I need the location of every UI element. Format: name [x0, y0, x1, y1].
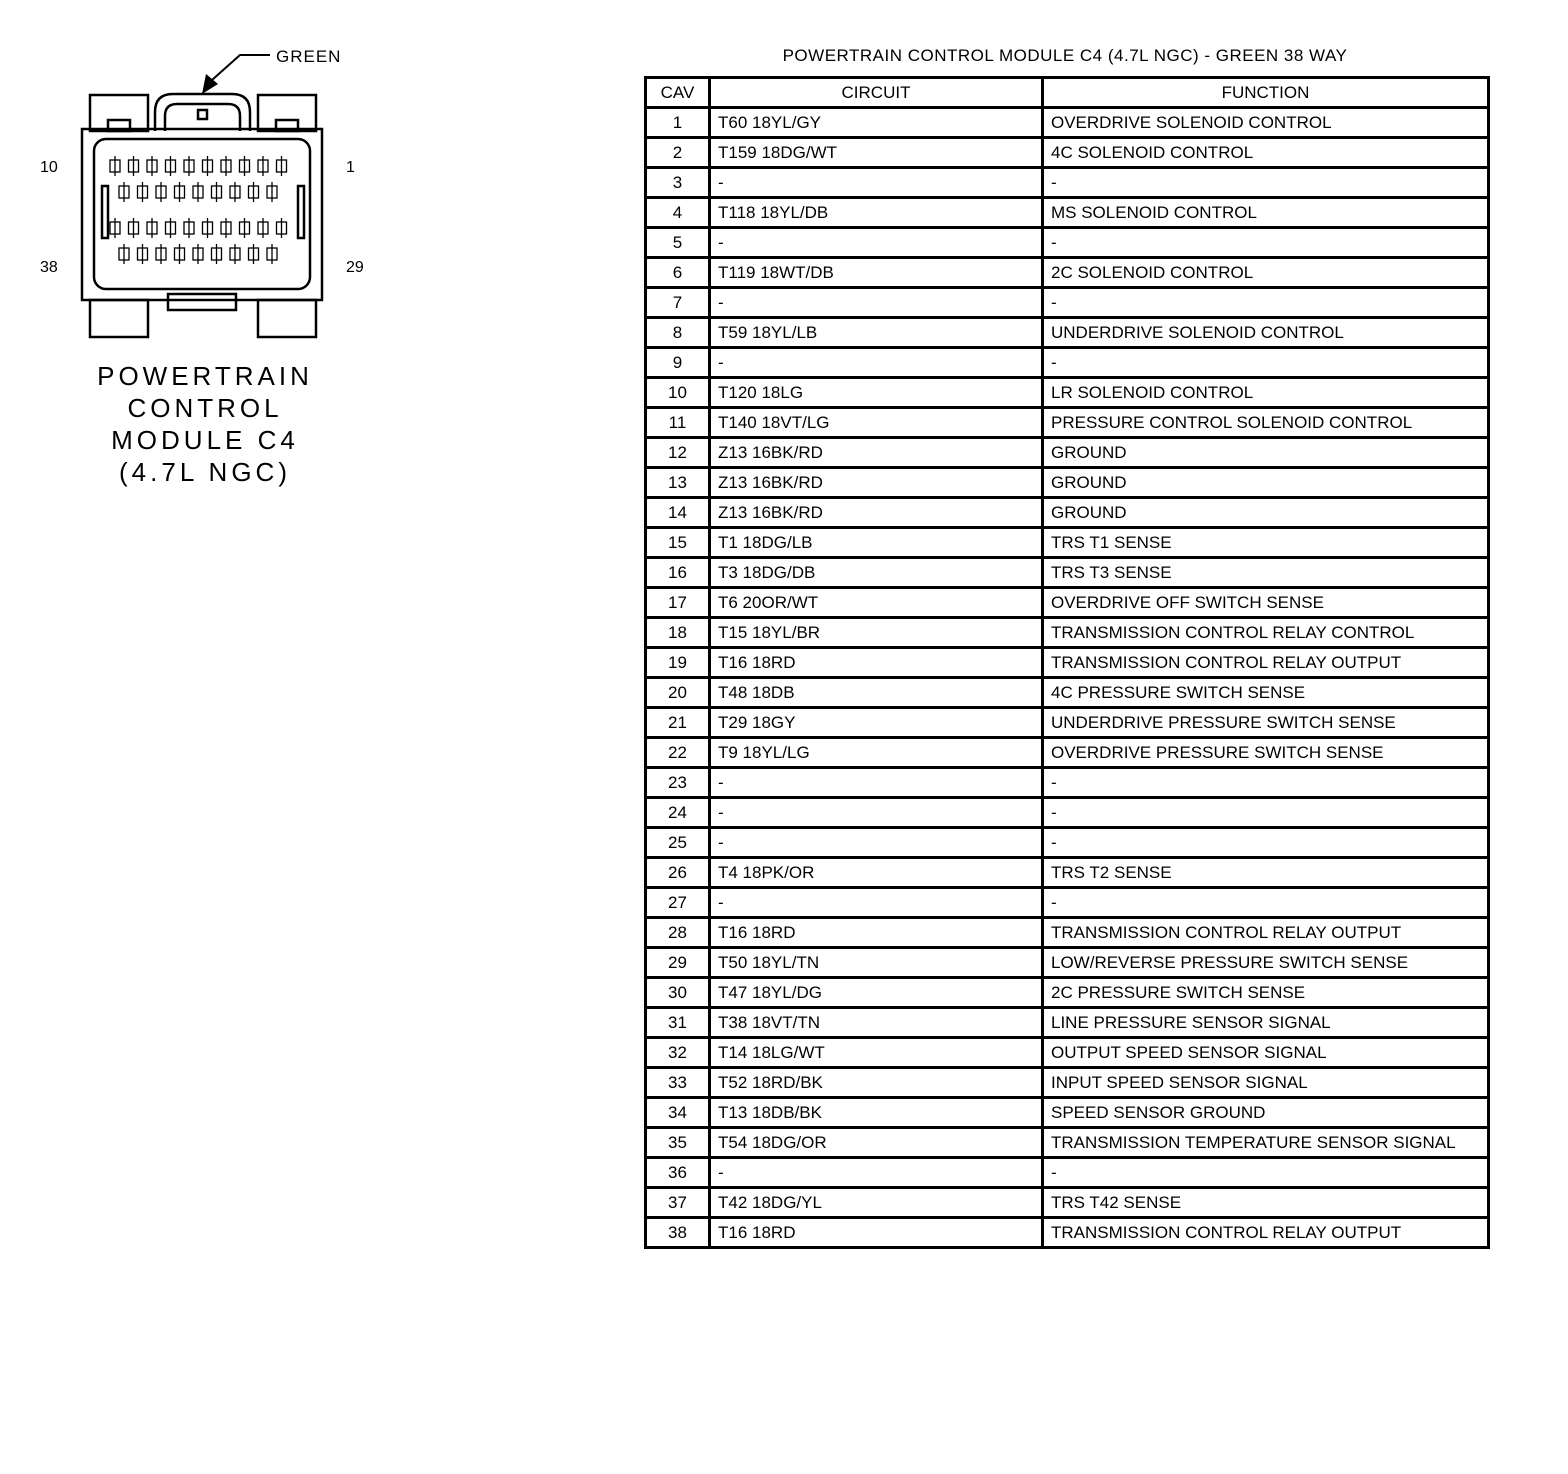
- connector-name-line: CONTROL: [127, 393, 283, 423]
- cav-cell: 2: [646, 138, 710, 168]
- table-row: [646, 348, 1489, 378]
- table-row: [646, 738, 1489, 768]
- cav-cell: 15: [646, 528, 710, 558]
- cav-cell: 5: [646, 228, 710, 258]
- table-row: [646, 438, 1489, 468]
- circuit-cell: T48 18DB: [710, 678, 1043, 708]
- table-row: [646, 828, 1489, 858]
- cav-cell: 31: [646, 1008, 710, 1038]
- table-row: [646, 228, 1489, 258]
- connector-color-label: GREEN: [276, 47, 342, 66]
- cav-cell: 35: [646, 1128, 710, 1158]
- table-row: [646, 588, 1489, 618]
- cav-cell: 16: [646, 558, 710, 588]
- circuit-cell: -: [710, 798, 1043, 828]
- table-row: [646, 768, 1489, 798]
- circuit-cell: -: [710, 828, 1043, 858]
- cav-cell: 38: [646, 1218, 710, 1248]
- table-row: [646, 498, 1489, 528]
- cav-cell: 11: [646, 408, 710, 438]
- table-row: [646, 1038, 1489, 1068]
- table-row: [646, 1068, 1489, 1098]
- circuit-cell: -: [710, 168, 1043, 198]
- circuit-cell: T60 18YL/GY: [710, 108, 1043, 138]
- connector-diagram: [0, 0, 420, 350]
- table-row: [646, 948, 1489, 978]
- table-row: [646, 1128, 1489, 1158]
- function-cell: INPUT SPEED SENSOR SIGNAL: [1043, 1068, 1489, 1098]
- function-cell: TRANSMISSION TEMPERATURE SENSOR SIGNAL: [1043, 1128, 1489, 1158]
- header-cav: CAV: [646, 78, 710, 108]
- function-cell: 4C SOLENOID CONTROL: [1043, 138, 1489, 168]
- function-cell: TRS T1 SENSE: [1043, 528, 1489, 558]
- circuit-cell: T42 18DG/YL: [710, 1188, 1043, 1218]
- function-cell: 4C PRESSURE SWITCH SENSE: [1043, 678, 1489, 708]
- cav-cell: 10: [646, 378, 710, 408]
- table-row: [646, 468, 1489, 498]
- table-row: [646, 168, 1489, 198]
- circuit-cell: T1 18DG/LB: [710, 528, 1043, 558]
- table-row: [646, 408, 1489, 438]
- circuit-cell: T119 18WT/DB: [710, 258, 1043, 288]
- function-cell: SPEED SENSOR GROUND: [1043, 1098, 1489, 1128]
- pinout-table: [644, 76, 1490, 1249]
- circuit-cell: T9 18YL/LG: [710, 738, 1043, 768]
- cav-cell: 25: [646, 828, 710, 858]
- cav-cell: 6: [646, 258, 710, 288]
- cav-cell: 9: [646, 348, 710, 378]
- cav-cell: 37: [646, 1188, 710, 1218]
- cav-cell: 29: [646, 948, 710, 978]
- function-cell: -: [1043, 888, 1489, 918]
- cav-cell: 36: [646, 1158, 710, 1188]
- table-row: [646, 1098, 1489, 1128]
- pin-label-top-left: 10: [40, 159, 58, 176]
- circuit-cell: -: [710, 288, 1043, 318]
- table-row: [646, 198, 1489, 228]
- function-cell: UNDERDRIVE SOLENOID CONTROL: [1043, 318, 1489, 348]
- function-cell: TRANSMISSION CONTROL RELAY CONTROL: [1043, 618, 1489, 648]
- table-row: [646, 1218, 1489, 1248]
- circuit-cell: T13 18DB/BK: [710, 1098, 1043, 1128]
- table-header-row: [646, 78, 1489, 108]
- table-row: [646, 918, 1489, 948]
- function-cell: -: [1043, 828, 1489, 858]
- cav-cell: 27: [646, 888, 710, 918]
- table-row: [646, 558, 1489, 588]
- table-row: [646, 798, 1489, 828]
- cav-cell: 14: [646, 498, 710, 528]
- circuit-cell: T50 18YL/TN: [710, 948, 1043, 978]
- circuit-cell: T6 20OR/WT: [710, 588, 1043, 618]
- function-cell: OVERDRIVE SOLENOID CONTROL: [1043, 108, 1489, 138]
- connector-name-line: POWERTRAIN: [97, 361, 313, 391]
- circuit-cell: T16 18RD: [710, 648, 1043, 678]
- table-row: [646, 258, 1489, 288]
- table-row: [646, 378, 1489, 408]
- table-row: [646, 858, 1489, 888]
- table-row: [646, 528, 1489, 558]
- cav-cell: 12: [646, 438, 710, 468]
- function-cell: MS SOLENOID CONTROL: [1043, 198, 1489, 228]
- circuit-cell: T140 18VT/LG: [710, 408, 1043, 438]
- function-cell: TRS T42 SENSE: [1043, 1188, 1489, 1218]
- cav-cell: 1: [646, 108, 710, 138]
- cav-cell: 13: [646, 468, 710, 498]
- table-title: POWERTRAIN CONTROL MODULE C4 (4.7L NGC) - GREEN 38 WAY: [782, 46, 1348, 65]
- circuit-cell: T29 18GY: [710, 708, 1043, 738]
- circuit-cell: Z13 16BK/RD: [710, 498, 1043, 528]
- cav-cell: 19: [646, 648, 710, 678]
- cav-cell: 34: [646, 1098, 710, 1128]
- cav-cell: 32: [646, 1038, 710, 1068]
- function-cell: GROUND: [1043, 438, 1489, 468]
- table-row: [646, 708, 1489, 738]
- cav-cell: 33: [646, 1068, 710, 1098]
- cav-cell: 21: [646, 708, 710, 738]
- function-cell: -: [1043, 168, 1489, 198]
- cav-cell: 4: [646, 198, 710, 228]
- function-cell: PRESSURE CONTROL SOLENOID CONTROL: [1043, 408, 1489, 438]
- function-cell: GROUND: [1043, 498, 1489, 528]
- table-row: [646, 678, 1489, 708]
- header-function: FUNCTION: [1043, 78, 1489, 108]
- table-row: [646, 888, 1489, 918]
- cav-cell: 22: [646, 738, 710, 768]
- table-row: [646, 978, 1489, 1008]
- connector-name-line: MODULE C4: [111, 425, 299, 455]
- table-row: [646, 1158, 1489, 1188]
- function-cell: UNDERDRIVE PRESSURE SWITCH SENSE: [1043, 708, 1489, 738]
- circuit-cell: T120 18LG: [710, 378, 1043, 408]
- circuit-cell: T16 18RD: [710, 918, 1043, 948]
- function-cell: OVERDRIVE PRESSURE SWITCH SENSE: [1043, 738, 1489, 768]
- function-cell: TRS T2 SENSE: [1043, 858, 1489, 888]
- function-cell: TRANSMISSION CONTROL RELAY OUTPUT: [1043, 918, 1489, 948]
- cav-cell: 17: [646, 588, 710, 618]
- table-row: [646, 108, 1489, 138]
- circuit-cell: T3 18DG/DB: [710, 558, 1043, 588]
- function-cell: OVERDRIVE OFF SWITCH SENSE: [1043, 588, 1489, 618]
- function-cell: LINE PRESSURE SENSOR SIGNAL: [1043, 1008, 1489, 1038]
- connector-name-line: (4.7L NGC): [119, 457, 291, 487]
- circuit-cell: -: [710, 228, 1043, 258]
- cav-cell: 30: [646, 978, 710, 1008]
- pin-label-bottom-right: 29: [346, 259, 364, 276]
- circuit-cell: T118 18YL/DB: [710, 198, 1043, 228]
- connector-name: [60, 360, 350, 488]
- header-circuit: CIRCUIT: [710, 78, 1043, 108]
- function-cell: LOW/REVERSE PRESSURE SWITCH SENSE: [1043, 948, 1489, 978]
- circuit-cell: -: [710, 348, 1043, 378]
- function-cell: OUTPUT SPEED SENSOR SIGNAL: [1043, 1038, 1489, 1068]
- table-row: [646, 618, 1489, 648]
- circuit-cell: T38 18VT/TN: [710, 1008, 1043, 1038]
- circuit-cell: T16 18RD: [710, 1218, 1043, 1248]
- function-cell: -: [1043, 228, 1489, 258]
- function-cell: -: [1043, 1158, 1489, 1188]
- circuit-cell: -: [710, 1158, 1043, 1188]
- cav-cell: 23: [646, 768, 710, 798]
- circuit-cell: T159 18DG/WT: [710, 138, 1043, 168]
- cav-cell: 24: [646, 798, 710, 828]
- circuit-cell: T59 18YL/LB: [710, 318, 1043, 348]
- circuit-cell: Z13 16BK/RD: [710, 438, 1043, 468]
- circuit-cell: T15 18YL/BR: [710, 618, 1043, 648]
- pin-label-top-right: 1: [346, 159, 355, 176]
- cav-cell: 7: [646, 288, 710, 318]
- function-cell: -: [1043, 798, 1489, 828]
- function-cell: TRANSMISSION CONTROL RELAY OUTPUT: [1043, 1218, 1489, 1248]
- table-row: [646, 648, 1489, 678]
- table-row: [646, 318, 1489, 348]
- circuit-cell: T54 18DG/OR: [710, 1128, 1043, 1158]
- function-cell: -: [1043, 348, 1489, 378]
- circuit-cell: -: [710, 768, 1043, 798]
- table-row: [646, 1188, 1489, 1218]
- circuit-cell: T14 18LG/WT: [710, 1038, 1043, 1068]
- table-row: [646, 288, 1489, 318]
- function-cell: 2C SOLENOID CONTROL: [1043, 258, 1489, 288]
- circuit-cell: T4 18PK/OR: [710, 858, 1043, 888]
- function-cell: TRANSMISSION CONTROL RELAY OUTPUT: [1043, 648, 1489, 678]
- cav-cell: 26: [646, 858, 710, 888]
- function-cell: -: [1043, 288, 1489, 318]
- pin-label-bottom-left: 38: [40, 259, 58, 276]
- circuit-cell: Z13 16BK/RD: [710, 468, 1043, 498]
- table-row: [646, 1008, 1489, 1038]
- cav-cell: 18: [646, 618, 710, 648]
- function-cell: GROUND: [1043, 468, 1489, 498]
- cav-cell: 3: [646, 168, 710, 198]
- function-cell: LR SOLENOID CONTROL: [1043, 378, 1489, 408]
- function-cell: TRS T3 SENSE: [1043, 558, 1489, 588]
- circuit-cell: -: [710, 888, 1043, 918]
- cav-cell: 8: [646, 318, 710, 348]
- cav-cell: 20: [646, 678, 710, 708]
- circuit-cell: T52 18RD/BK: [710, 1068, 1043, 1098]
- cav-cell: 28: [646, 918, 710, 948]
- circuit-cell: T47 18YL/DG: [710, 978, 1043, 1008]
- table-row: [646, 138, 1489, 168]
- function-cell: 2C PRESSURE SWITCH SENSE: [1043, 978, 1489, 1008]
- function-cell: -: [1043, 768, 1489, 798]
